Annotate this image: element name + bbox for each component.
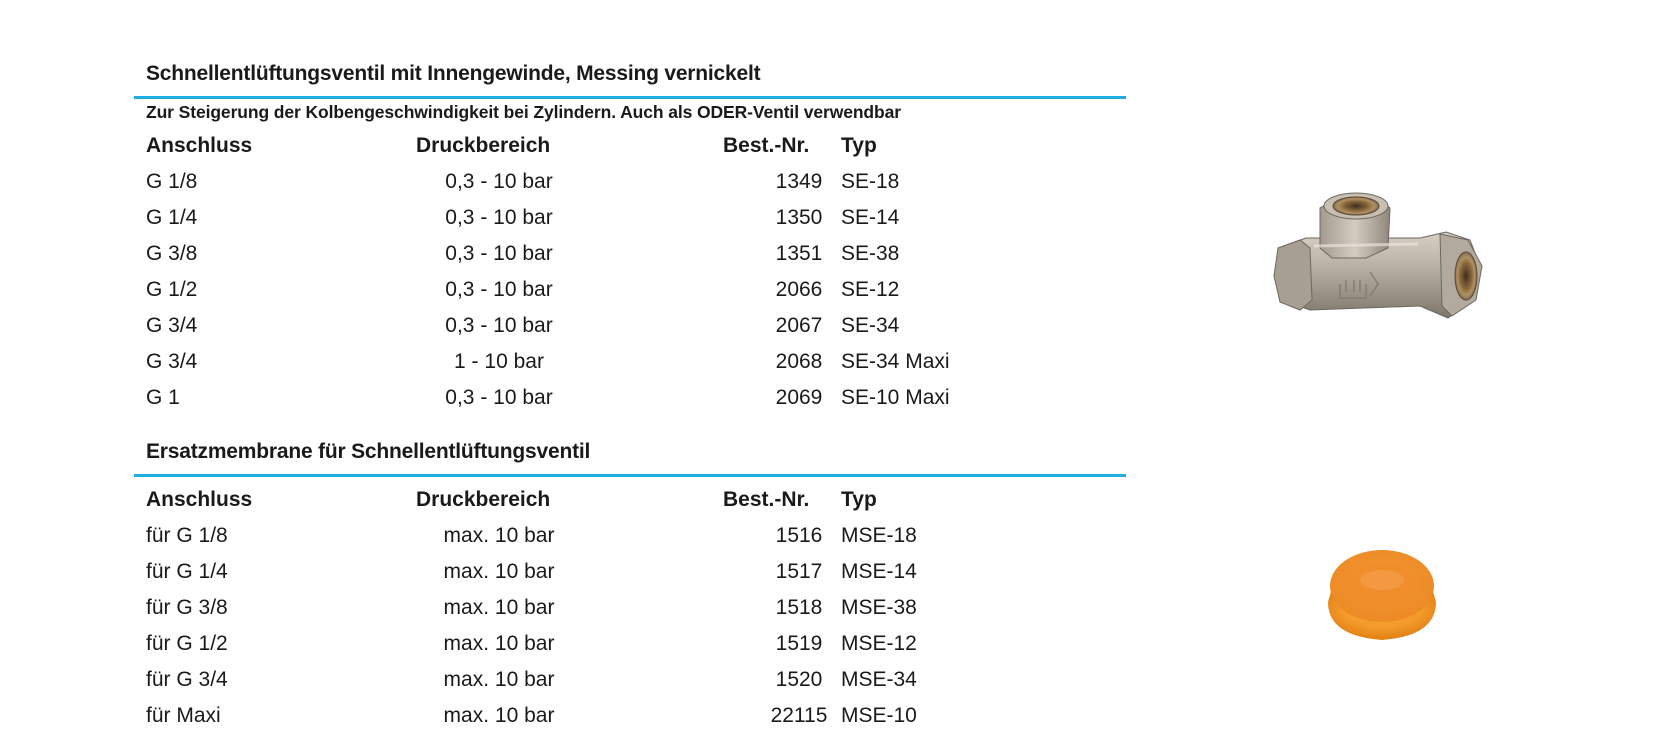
cell-anschluss: G 3/4 xyxy=(146,350,198,373)
table-row xyxy=(134,344,1126,380)
cell-druckbereich: max. 10 bar xyxy=(443,560,555,583)
cell-anschluss: G 1 xyxy=(146,386,180,409)
cell-typ: SE-18 xyxy=(841,170,900,193)
membrane-table-header xyxy=(134,482,1126,518)
cell-druckbereich: 0,3 - 10 bar xyxy=(445,386,553,409)
cell-best-nr: 1516 xyxy=(775,524,823,547)
cell-typ: MSE-10 xyxy=(841,704,917,727)
cell-typ: MSE-14 xyxy=(841,560,917,583)
cell-anschluss: G 1/4 xyxy=(146,206,198,229)
cell-anschluss: für Maxi xyxy=(146,704,221,727)
table-row xyxy=(134,236,1126,272)
valve-section-title: Schnellentlüftungsventil mit Innengewinde, Messing vernickelt xyxy=(146,62,761,85)
valve-section-subtitle: Zur Steigerung der Kolbengeschwindigkeit bei Zylindern. Auch als ODER-Ventil verwendbar xyxy=(146,102,901,122)
cell-typ: SE-34 Maxi xyxy=(841,350,950,373)
cell-best-nr: 1350 xyxy=(775,206,823,229)
table-row xyxy=(134,626,1126,662)
header-druckbereich: Druckbereich xyxy=(416,134,551,157)
header-typ: Typ xyxy=(841,488,877,511)
table-row xyxy=(134,662,1126,698)
cell-druckbereich: max. 10 bar xyxy=(443,632,555,655)
cell-anschluss: für G 3/4 xyxy=(146,668,228,691)
header-anschluss: Anschluss xyxy=(146,488,253,511)
cell-typ: MSE-12 xyxy=(841,632,917,655)
header-best-nr: Best.-Nr. xyxy=(723,488,810,511)
cell-best-nr: 1351 xyxy=(775,242,823,265)
cell-best-nr: 1519 xyxy=(775,632,823,655)
cell-druckbereich: 0,3 - 10 bar xyxy=(445,314,553,337)
header-best-nr: Best.-Nr. xyxy=(723,134,810,157)
header-anschluss: Anschluss xyxy=(146,134,253,157)
cell-anschluss: G 1/2 xyxy=(146,278,198,301)
cell-typ: MSE-18 xyxy=(841,524,917,547)
table-row xyxy=(134,380,1126,416)
cell-druckbereich: 0,3 - 10 bar xyxy=(445,206,553,229)
table-row xyxy=(134,164,1126,200)
cell-druckbereich: max. 10 bar xyxy=(443,668,555,691)
cell-best-nr: 2066 xyxy=(775,278,823,301)
membrane-section-rule xyxy=(134,474,1126,477)
cell-druckbereich: max. 10 bar xyxy=(443,596,555,619)
cell-druckbereich: 0,3 - 10 bar xyxy=(445,278,553,301)
cell-typ: SE-34 xyxy=(841,314,900,337)
replacement-membrane-photo xyxy=(1320,544,1444,646)
cell-anschluss: G 1/8 xyxy=(146,170,198,193)
cell-druckbereich: max. 10 bar xyxy=(443,524,555,547)
cell-anschluss: G 3/8 xyxy=(146,242,198,265)
cell-anschluss: für G 1/2 xyxy=(146,632,228,655)
header-druckbereich: Druckbereich xyxy=(416,488,551,511)
cell-best-nr: 1517 xyxy=(775,560,823,583)
cell-druckbereich: 0,3 - 10 bar xyxy=(445,242,553,265)
cell-anschluss: für G 3/8 xyxy=(146,596,228,619)
table-row xyxy=(134,308,1126,344)
cell-typ: SE-14 xyxy=(841,206,900,229)
table-row xyxy=(134,554,1126,590)
table-row xyxy=(134,518,1126,554)
cell-typ: MSE-38 xyxy=(841,596,917,619)
header-typ: Typ xyxy=(841,134,877,157)
valve-table-header xyxy=(134,128,1126,164)
cell-typ: SE-10 Maxi xyxy=(841,386,950,409)
cell-best-nr: 2069 xyxy=(775,386,823,409)
cell-best-nr: 1349 xyxy=(775,170,823,193)
cell-best-nr: 22115 xyxy=(770,704,828,727)
cell-druckbereich: max. 10 bar xyxy=(443,704,555,727)
table-row xyxy=(134,698,1126,734)
table-row xyxy=(134,200,1126,236)
table-row xyxy=(134,272,1126,308)
cell-anschluss: für G 1/8 xyxy=(146,524,228,547)
cell-best-nr: 1518 xyxy=(775,596,823,619)
membrane-section-title: Ersatzmembrane für Schnellentlüftungsventil xyxy=(146,440,591,463)
cell-typ: SE-12 xyxy=(841,278,900,301)
cell-typ: MSE-34 xyxy=(841,668,917,691)
quick-exhaust-valve-photo xyxy=(1270,188,1492,350)
table-row xyxy=(134,590,1126,626)
cell-best-nr: 2068 xyxy=(775,350,823,373)
cell-druckbereich: 0,3 - 10 bar xyxy=(445,170,553,193)
cell-best-nr: 1520 xyxy=(775,668,823,691)
cell-best-nr: 2067 xyxy=(775,314,823,337)
cell-anschluss: G 3/4 xyxy=(146,314,198,337)
cell-druckbereich: 1 - 10 bar xyxy=(454,350,544,373)
valve-section-rule xyxy=(134,96,1126,99)
cell-typ: SE-38 xyxy=(841,242,900,265)
cell-anschluss: für G 1/4 xyxy=(146,560,228,583)
